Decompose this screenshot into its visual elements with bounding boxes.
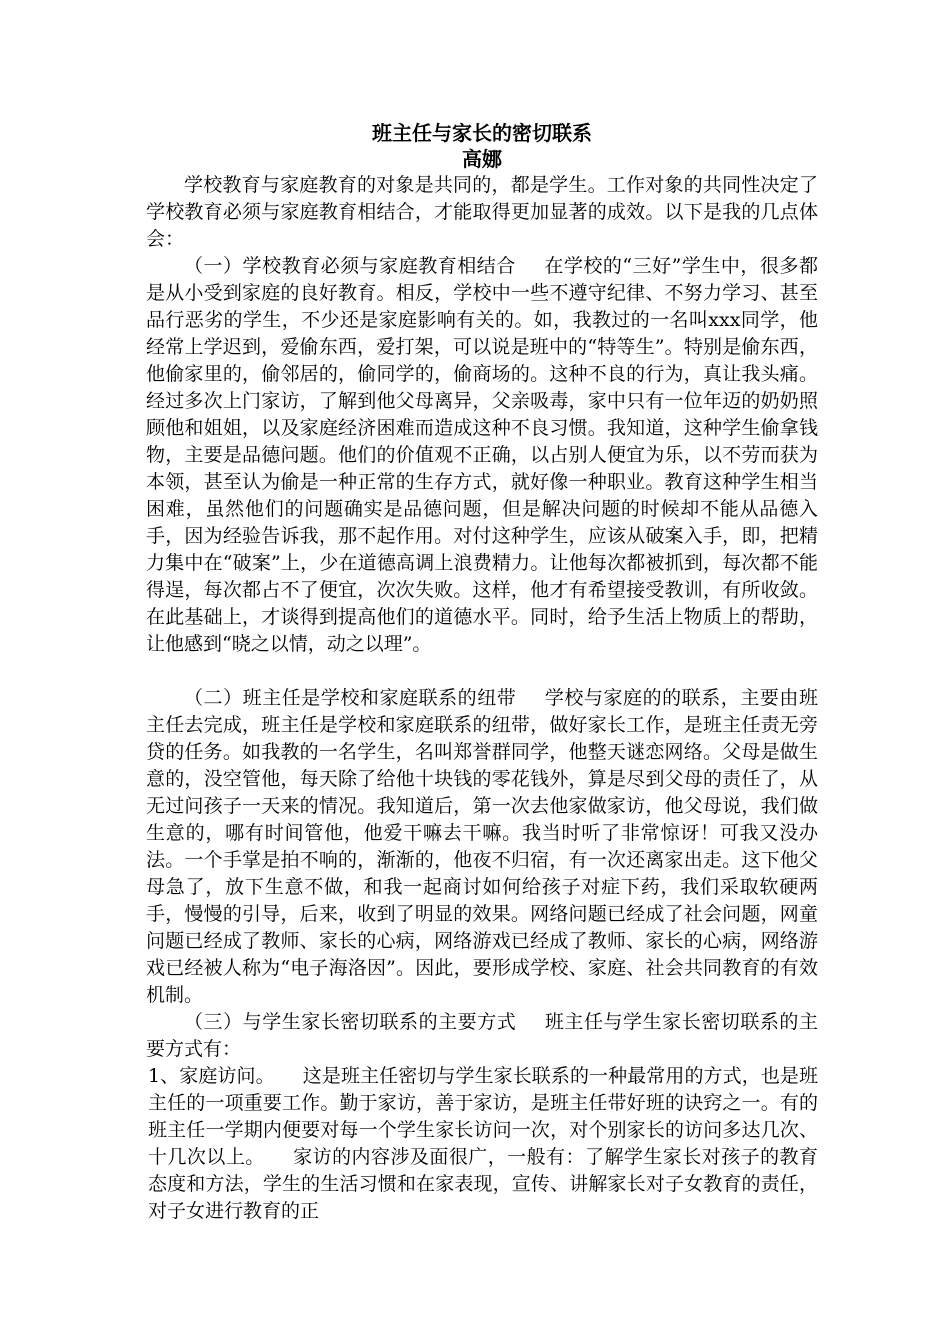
section-1-heading: （一）学校教育必须与家庭教育相结合 [184,255,516,277]
section-3-body: 班主任与学生家长密切联系的主要方式有： [146,1011,818,1060]
item-1-lead: 1、家庭访问。 [148,1065,275,1087]
section-3-heading: （三）与学生家长密切联系的主要方式 [184,1011,517,1033]
item-1-paragraph [146,1063,818,1225]
blank-line [146,658,818,685]
document-author: 高娜 [462,147,502,171]
section-2-body: 学校与家庭的的联系，主要由班主任去完成，班主任是学校和家庭联系的纽带，做好家长工作，是班主任责无旁贷的任务。如我教的一名学生，名叫郑誉群同学，他整天谜恋网络。父母是做生意的，没空管他，每天除了给他十块钱的零花钱外，算是尽到父母的责任了，从无过问孩子一天来的情况。我知道后，第一次去他家做家访，他父母说，我们做生意的，哪有时间管他，他爱干嘛去干嘛。我当时听了非常惊讶！可我又没办法。一个手掌是拍不响的，渐渐的，他夜不归宿，有一次还离家出走。这下他父母急了，放下生意不做，和我一起商讨如何给孩子对症下药，我们采取软硬两手，慢慢的引导，后来，收到了明显的效果。网络问题已经成了社会问题，网童问题已经成了教师、家长的心病，网络游戏已经成了教师、家长的心病，网络游戏已经被人称为“电子海洛因”。因此，要形成学校、家庭、社会共同教育的有效机制。 [146,687,818,1006]
section-3-paragraph [146,1009,818,1063]
section-2-paragraph [146,685,818,1009]
section-1-body: 在学校的“三好”学生中，很多都是从小受到家庭的良好教育。相反，学校中一些不遵守纪律、不努力学习、甚至品行恶劣的学生，不少还是家庭影响有关的。如，我教过的一名叫xxx同学，他经常上学迟到，爱偷东西，爱打架，可以说是班中的“特等生”。特别是偷东西，他偷家里的，偷邻居的，偷同学的，偷商场的。这种不良的行为，真让我头痛。经过多次上门家访，了解到他父母离异，父亲吸毒，家中只有一位年迈的奶奶照顾他和姐姐，以及家庭经济困难而造成这种不良习惯。我知道，这种学生偷拿钱物，主要是品德问题。他们的价值观不正确，以占别人便宜为乐，以不劳而获为本领，甚至认为偷是一种正常的生存方式，就好像一种职业。教育这种学生相当困难，虽然他们的问题确实是品德问题，但是解决问题的时候却不能从品德入手，因为经验告诉我，那不起作用。对付这种学生，应该从破案入手，即，把精力集中在“破案”上，少在道德高调上浪费精力。让他每次都被抓到，每次都不能得逞，每次都占不了便宜，次次失败。这样，他才有希望接受教训，有所收敛。在此基础上，才谈得到提高他们的道德水平。同时，给予生活上物质上的帮助，让他感到“晓之以情，动之以理”。 [146,255,818,655]
document-page [146,120,818,1225]
document-title: 班主任与家长的密切联系 [372,121,592,145]
item-1-body: 这是班主任密切与学生家长联系的一种最常用的方式，也是班主任的一项重要工作。勤于家访，善于家访，是班主任带好班的诀窍之一。有的班主任一学期内便要对每一个学生家长访问一次，对个别家长的访问多达几次、十几次以上。 [148,1065,818,1168]
section-2-heading: （二）班主任是学校和家庭联系的纽带 [184,687,517,709]
intro-paragraph: 学校教育与家庭教育的对象是共同的，都是学生。工作对象的共同性决定了学校教育必须与家庭教育相结合，才能取得更加显著的成效。以下是我的几点体会： [146,174,818,250]
section-1-paragraph [146,253,818,658]
item-1-body-2: 家访的内容涉及面很广，一般有：了解学生家长对孩子的教育态度和方法，学生的生活习惯和在家表现，宣传、讲解家长对子女教育的责任，对子女进行教育的正 [148,1146,818,1222]
